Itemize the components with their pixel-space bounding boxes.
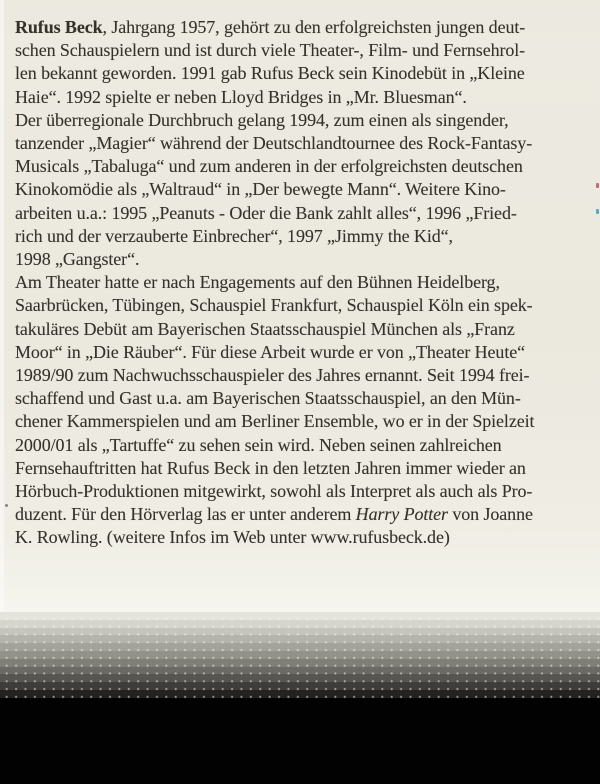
black-area <box>0 698 600 784</box>
text-segment: 1989/90 zum Nachwuchsschauspieler des Jahres ernannt. Seit 1994 frei- <box>15 365 530 386</box>
text-line <box>15 364 593 387</box>
text-line <box>15 318 593 341</box>
gradient-band <box>0 682 600 690</box>
text-segment: Der überregionale Durchbruch gelang 1994, zum einen als singender, <box>15 109 509 130</box>
bold-text-segment: Rufus Beck <box>15 17 103 37</box>
text-segment: arbeiten u.a.: 1995 „Peanuts - Oder die Bank zahlt alles“, 1996 „Fried- <box>15 202 517 223</box>
text-line <box>15 62 593 85</box>
scanner-artifact-cyan <box>596 209 599 214</box>
text-line <box>15 86 593 109</box>
text-segment: Fernsehauftritten hat Rufus Beck in den letzten Jahren immer wieder an <box>15 457 526 478</box>
gradient-band <box>0 612 600 620</box>
text-line <box>15 457 593 480</box>
italic-text-segment: Harry Potter <box>355 504 448 525</box>
text-line <box>15 39 593 62</box>
text-segment: chener Kammerspielen und am Berliner Ensemble, wo er in der Spielzeit <box>15 411 535 432</box>
text-line <box>15 178 593 201</box>
biography-text-block <box>15 16 593 550</box>
gradient-band <box>0 674 600 682</box>
text-line <box>15 294 593 317</box>
scanner-artifact-speck <box>5 504 8 507</box>
gradient-band <box>0 620 600 628</box>
scanner-artifact-red <box>596 183 599 188</box>
text-segment: , Jahrgang 1957, gehört zu den erfolgreichsten jungen deut- <box>102 17 526 37</box>
text-line <box>15 341 593 364</box>
text-line <box>15 480 593 503</box>
text-line <box>15 410 593 433</box>
text-segment: 2000/01 als „Tartuffe“ zu sehen sein wird. Neben seinen zahlreichen <box>15 434 502 455</box>
text-line <box>15 132 593 155</box>
text-segment: K. Rowling. (weitere Infos im Web unter www.rufusbeck.de) <box>15 527 450 548</box>
text-segment: Hörbuch-Produktionen mitgewirkt, sowohl als Interpret als auch als Pro- <box>15 481 533 502</box>
text-line <box>15 248 593 271</box>
text-line <box>15 434 593 457</box>
text-segment: Saarbrücken, Tübingen, Schauspiel Frankfurt, Schauspiel Köln ein spek- <box>15 295 533 316</box>
gradient-band <box>0 667 600 675</box>
text-line <box>15 526 593 549</box>
text-line <box>15 271 593 294</box>
gradient-band <box>0 635 600 643</box>
text-line <box>15 202 593 225</box>
text-line <box>15 16 593 39</box>
text-line <box>15 225 593 248</box>
text-line <box>15 387 593 410</box>
text-segment: von Joanne <box>447 504 533 525</box>
text-segment: tanzender „Magier“ während der Deutschlandtournee des Rock-Fantasy- <box>15 133 533 154</box>
text-segment: Musicals „Tabaluga“ und zum anderen in der erfolgreichsten deutschen <box>15 156 523 177</box>
gradient-band <box>0 628 600 636</box>
paper-edge-highlight <box>0 0 4 612</box>
text-line <box>15 155 593 178</box>
text-line <box>15 503 593 526</box>
gradient-band <box>0 651 600 659</box>
text-segment: schaffend und Gast u.a. am Bayerischen Staatsschauspiel, an den Mün- <box>15 388 521 409</box>
text-segment: schen Schauspielern und ist durch viele Theater-, Film- und Fernsehrol- <box>15 40 526 61</box>
gradient-band <box>0 690 600 698</box>
text-segment: Am Theater hatte er nach Engagements auf den Bühnen Heidelberg, <box>15 272 500 293</box>
text-segment: Haie“. 1992 spielte er neben Lloyd Bridges in „Mr. Bluesman“. <box>15 86 467 107</box>
text-segment: len bekannt geworden. 1991 gab Rufus Beck sein Kinodebüt in „Kleine <box>15 63 525 84</box>
text-segment: rich und der verzauberte Einbrecher“, 1997 „Jimmy the Kid“, <box>15 225 453 246</box>
text-line <box>15 109 593 132</box>
text-segment: duzent. Für den Hörverlag las er unter anderem <box>15 504 356 525</box>
gradient-band <box>0 659 600 667</box>
bottom-gradient-strip <box>0 612 600 784</box>
text-segment: Kinokomödie als „Waltraud“ in „Der bewegte Mann“. Weitere Kino- <box>15 179 506 200</box>
text-segment: 1998 „Gangster“. <box>15 249 140 270</box>
text-segment: takuläres Debüt am Bayerischen Staatsschauspiel München als „Franz <box>15 318 515 339</box>
text-segment: Moor“ in „Die Räuber“. Für diese Arbeit wurde er von „Theater Heute“ <box>15 341 525 362</box>
gradient-band <box>0 643 600 651</box>
